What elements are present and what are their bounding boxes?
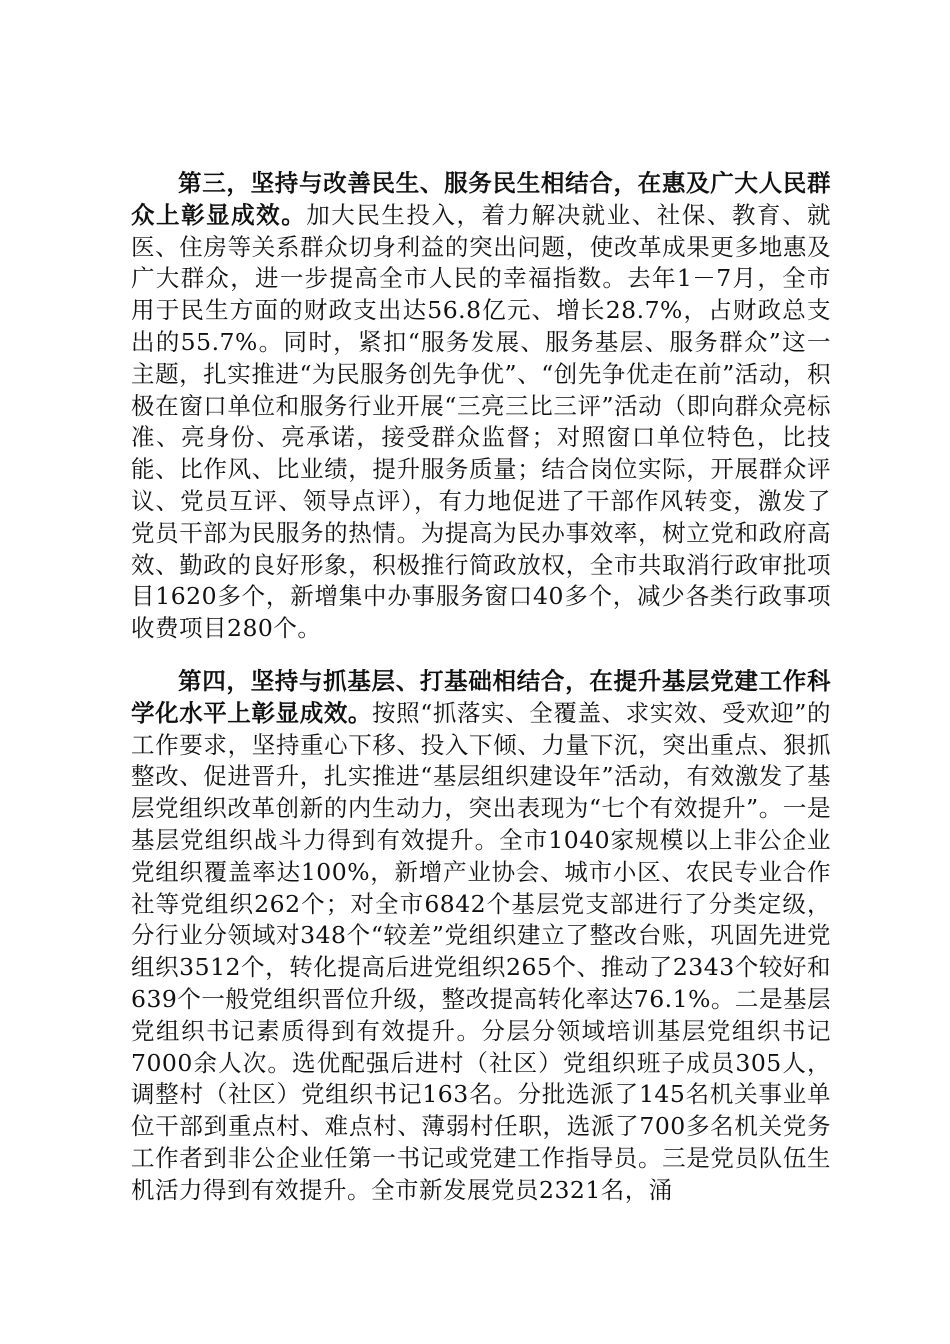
paragraph-fourth <box>131 666 831 1207</box>
paragraph-third <box>131 168 831 645</box>
paragraph-lead-heading: 第四，坚持与抓基层、打基础相结合，在提升基层党建工作科学化水平上彰显成效。 <box>131 666 831 727</box>
document-page <box>131 168 831 1207</box>
paragraph-body-text: 按照“抓落实、全覆盖、求实效、受欢迎”的工作要求，坚持重心下移、投入下倾、力量下沉，突出重点、狠抓整改、促进晋升，扎实推进“基层组织建设年”活动，有效激发了基层党组织改革创新的内生动力，突出表现为“七个有效提升”。一是基层党组织战斗力得到有效提升。全市1040家规模以上非公企业党组织覆盖率达100%，新增产业协会、城市小区、农民专业合作社等党组织262个；对全市6842个基层党支部进行了分类定级，分行业分领域对348个“较差”党组织建立了整改台账，巩固先进党组织3512个，转化提高后进党组织265个、推动了2343个较好和639个一般党组织晋位升级，整改提高转化率达76.1%。二是基层党组织书记素质得到有效提升。分层分领域培训基层党组织书记7000余人次。选优配强后进村（社区）党组织班子成员305人，调整村（社区）党组织书记163名。分批选派了145名机关事业单位干部到重点村、难点村、薄弱村任职，选派了700多名机关党务工作者到非公企业任第一书记或党建工作指导员。三是党员队伍生机活力得到有效提升。全市新发展党员2321名，涌 <box>131 698 832 1204</box>
paragraph-lead-heading: 第三，坚持与改善民生、服务民生相结合，在惠及广大人民群众上彰显成效。 <box>131 169 831 229</box>
paragraph-body-text: 加大民生投入，着力解决就业、社保、教育、就医、住房等关系群众切身利益的突出问题，使改革成果更多地惠及广大群众，进一步提高全市人民的幸福指数。去年1－7月，全市用于民生方面的财政支出达56.8亿元、增长28.7%，占财政总支出的55.7%。同时，紧扣“服务发展、服务基层、服务群众”这一主题，扎实推进“为民服务创先争优”、“创先争优走在前”活动，积极在窗口单位和服务行业开展“三亮三比三评”活动（即向群众亮标准、亮身份、亮承诺，接受群众监督；对照窗口单位特色，比技能、比作风、比业绩，提升服务质量；结合岗位实际，开展群众评议、党员互评、领导点评），有力地促进了干部作风转变，激发了党员干部为民服务的热情。为提高为民办事效率，树立党和政府高效、勤政的良好形象，积极推行简政放权，全市共取消行政审批项目1620多个，新增集中办事服务窗口40多个，减少各类行政事项收费项目280个。 <box>131 200 832 643</box>
